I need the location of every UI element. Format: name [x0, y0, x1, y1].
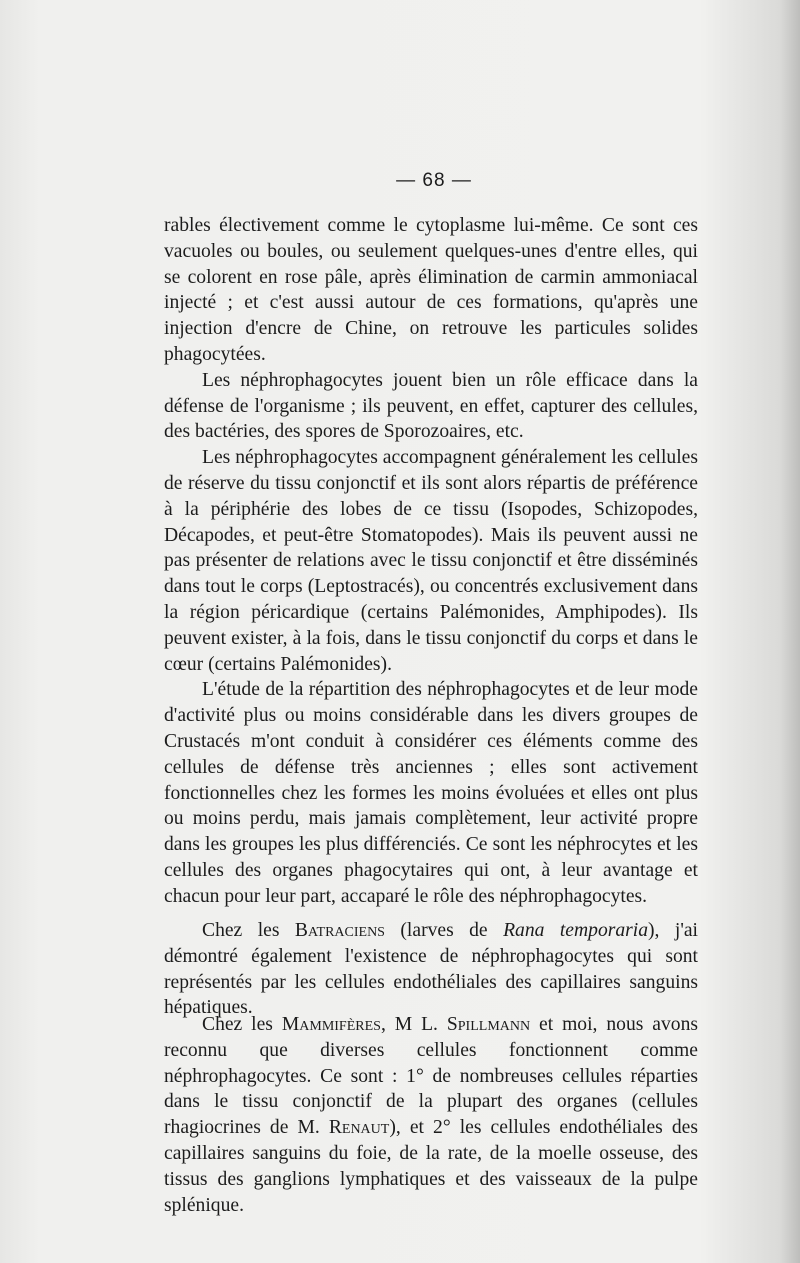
main-text-block: [164, 213, 698, 910]
p6-mammiferes: Mammifères: [281, 1014, 381, 1035]
p6-spillmann: Spillmann: [446, 1014, 531, 1035]
paragraph-5: [164, 918, 698, 1021]
p6-after: ), et 2° les cellules endothéliales des capillaires sanguins du foie, de la rate, de la moelle osseuse, des tissus des ganglions lymphatiques et des vaisseaux de la pulpe splénique.: [164, 1117, 698, 1216]
paragraph-2: Les néphrophagocytes jouent bien un rôle efficace dans la défense de l'organisme ; ils peuvent, en effet, capturer des cellules, des bactéries, des spores de Sporozoaires, etc.: [164, 369, 698, 443]
p6-before: Chez les: [202, 1014, 282, 1035]
p5-species: Rana temporaria: [503, 920, 649, 941]
batraciens-text-block: [164, 918, 698, 1021]
p6-renaut: Renaut: [328, 1117, 390, 1139]
paragraph-3: Les néphrophagocytes accompagnent généralement les cellules de réserve du tissu conjonctif et ils sont alors répartis de préférence à la périphérie des lobes de ce tissu (Isopodes, Schizopodes, Décapodes, et peut-être Stomatopodes). Mais ils peuvent aussi ne pas présenter de relations avec le tissu conjonctif et être disséminés dans tout le corps (Leptostracés), ou concentrés exclusivement dans la région péricardique (certains Palémonides, Amphipodes). Ils peuvent exister, à la fois, dans le tissu conjonctif du corps et dans le cœur (certains Palémonides).: [164, 447, 698, 675]
mammiferes-text-block: [164, 1012, 698, 1218]
paragraph-1: rables électivement comme le cytoplasme lui-même. Ce sont ces vacuoles ou boules, ou seulement quelques-unes d'entre elles, qui se colorent en rose pâle, après élimination de carmin ammoniacal injecté ; et c'est aussi autour de ces formations, qu'après une injection d'encre de Chine, on retrouve les particules solides phagocytées.: [164, 215, 698, 365]
paragraph-6: [164, 1012, 698, 1218]
p5-mid: (larves de: [384, 920, 504, 941]
p5-before: Chez les: [202, 920, 295, 941]
p5-batraciens: Batraciens: [294, 920, 385, 941]
paragraph-4: L'étude de la répartition des néphrophagocytes et de leur mode d'activité plus ou moins considérable dans les divers groupes de Crustacés m'ont conduit à considérer ces éléments comme des cellules de défense très anciennes ; elles sont activement fonctionnelles chez les formes les moins évoluées et elles ont plus ou moins perdu, mais jamais complètement, leur activité propre dans les groupes les plus différenciés. Ce sont les néphrocytes et les cellules des organes phagocytaires qui ont, à leur avantage et chacun pour leur part, accaparé le rôle des néphrophagocytes.: [164, 679, 698, 907]
p6-mid1: , M L.: [380, 1014, 447, 1035]
p5-after: ), j'ai démontré également l'existence de néphrophagocytes qui sont représentés par les cellules endothéliales des capillaires sanguins hépatiques.: [164, 920, 698, 1019]
page-number: — 68 —: [396, 170, 472, 191]
p6-mid2: et moi, nous avons reconnu que diverses cellules fonctionnent comme néphrophagocytes. Ce sont : 1° de nombreuses cellules réparties dans le tissu conjonctif de la plupart des organes (cellules rhagiocrines de M.: [164, 1014, 698, 1139]
